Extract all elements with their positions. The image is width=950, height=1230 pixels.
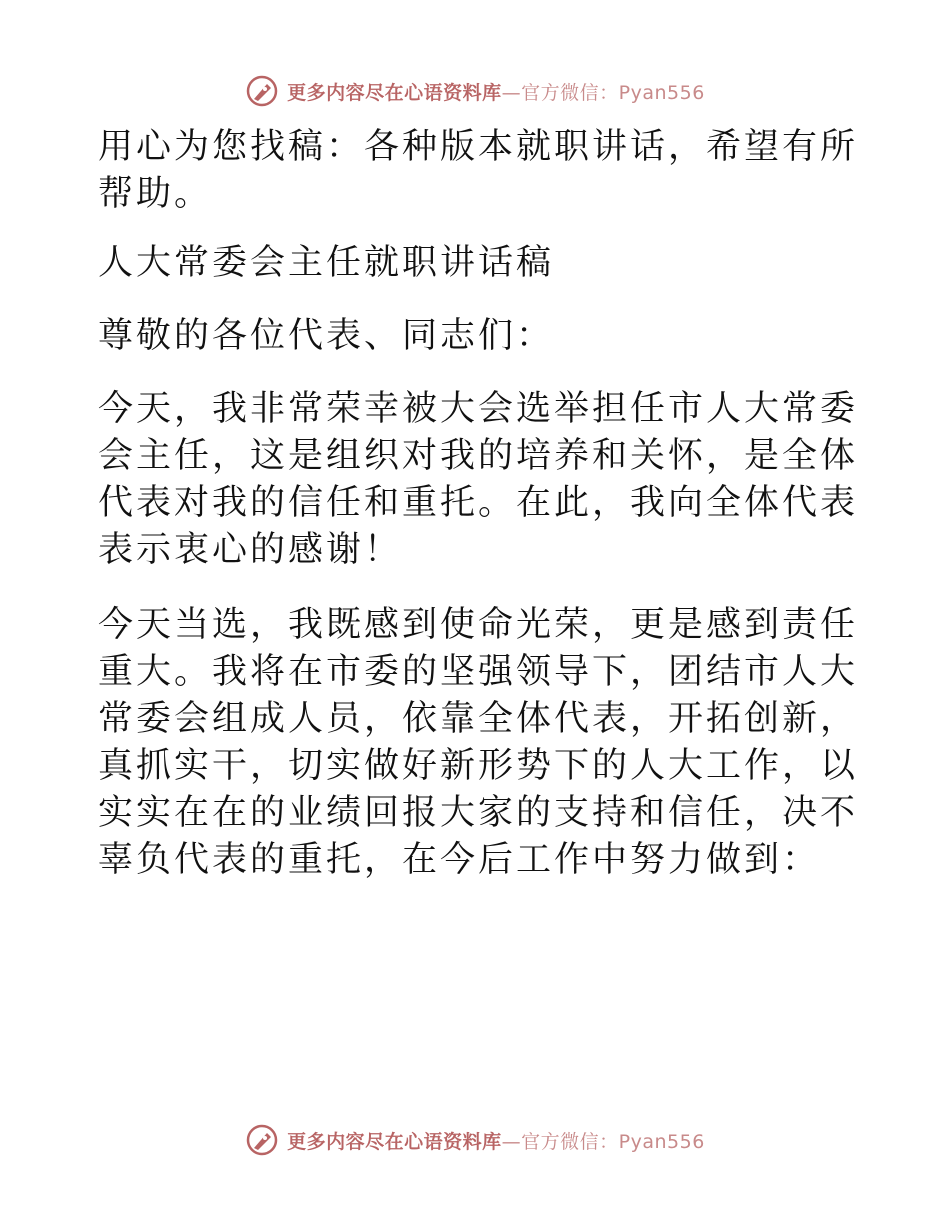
body-paragraph-2: 今天当选，我既感到使命光荣，更是感到责任重大。我将在市委的坚强领导下，团结市人大常委会组成人员，依靠全体代表，开拓创新，真抓实干，切实做好新形势下的人大工作，以实实在在的业绩回报大家的支持和信任，决不辜负代表的重托，在今后工作中努力做到： bbox=[98, 605, 859, 880]
header-watermark bbox=[0, 71, 950, 111]
intro-paragraph: 用心为您找稿：各种版本就职讲话，希望有所帮助。 bbox=[98, 127, 859, 214]
document-body bbox=[98, 124, 858, 884]
body-paragraph-1: 今天，我非常荣幸被大会选举担任市人大常委会主任，这是组织对我的培养和关怀，是全体代表对我的信任和重托。在此，我向全体代表表示衷心的感谢！ bbox=[98, 389, 859, 570]
pen-nib-circle-icon bbox=[245, 1123, 279, 1157]
pen-nib-circle-icon bbox=[245, 74, 279, 108]
header-text: 更多内容尽在心语资料库—官方微信：Pyan556 bbox=[287, 81, 705, 104]
footer-watermark bbox=[0, 1120, 950, 1160]
speech-title: 人大常委会主任就职讲话稿 bbox=[98, 243, 555, 283]
footer-text: 更多内容尽在心语资料库—官方微信：Pyan556 bbox=[287, 1130, 705, 1153]
salutation: 尊敬的各位代表、同志们： bbox=[98, 316, 555, 356]
